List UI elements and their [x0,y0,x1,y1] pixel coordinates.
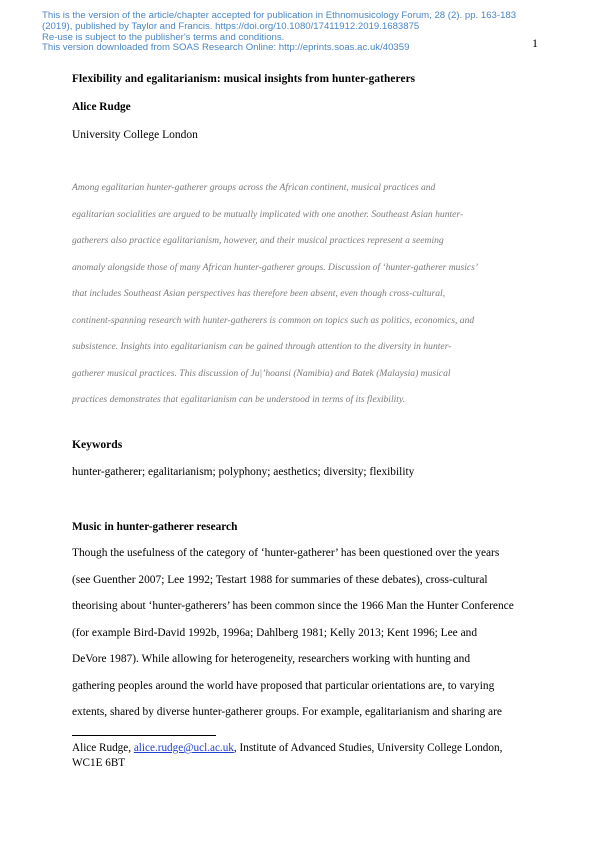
abstract-line: gatherers also practice egalitarianism, however, and their musical practices represent a seeming [72,235,444,246]
body-line: theorising about ‘hunter-gatherers’ has been common since the 1966 Man the Hunter Conference [72,600,514,612]
footnote [72,741,542,770]
article-title: Flexibility and egalitarianism: musical insights from hunter-gatherers [72,73,416,85]
body-line: gathering peoples around the world have proposed that particular orientations are, to varying [72,679,495,692]
author-affiliation: University College London [72,129,198,141]
page-number: 1 [532,36,538,50]
abstract-line: continent-spanning research with hunter-gatherers is common on topics such as politics, economics, and [72,314,475,326]
header-line-4: This version downloaded from SOAS Research Online: http://eprints.soas.ac.uk/40359 [42,42,410,54]
footnote-divider [72,735,216,736]
header-line-3: Re-use is subject to the publisher's terms and conditions. [42,31,285,43]
abstract-line: gatherer musical practices. This discussion of Ju|’hoansi (Namibia) and Batek (Malaysia) musical [72,367,451,379]
header-line-1: This is the version of the article/chapter accepted for publication in Ethnomusicology Forum, 28 (2). pp. 163-183 [42,10,517,21]
body-line: (for example Bird-David 1992b, 1996a; Dahlberg 1981; Kelly 2013; Kent 1996; Lee and [72,626,478,639]
body-line: extents, shared by diverse hunter-gatherer groups. For example, egalitarianism and sharing are [72,706,502,718]
abstract-line: practices demonstrates that egalitarianism can be understood in terms of its flexibility. [72,394,406,405]
keywords-list: hunter-gatherer; egalitarianism; polyphony; aesthetics; diversity; flexibility [72,466,415,478]
author-name: Alice Rudge [72,101,131,113]
abstract-line: subsistence. Insights into egalitarianism can be gained through attention to the diversity in hunter- [72,341,452,352]
footnote-author: Alice Rudge, [72,742,134,754]
body-text [72,547,532,733]
footnote-postcode: WC1E 6BT [72,756,126,769]
abstract-line: that includes Southeast Asian perspectives has therefore been absent, even though cross-cultural, [72,288,446,299]
header-line-2: (2019), published by Taylor and Francis. https://doi.org/10.1080/17411912.2019.1683875 [42,20,420,32]
abstract-line: Among egalitarian hunter-gatherer groups across the African continent, musical practices and [72,182,436,193]
abstract-line: egalitarian socialities are argued to be mutually implicated with one another. Southeast Asian hunter- [72,208,464,220]
body-line: Though the usefulness of the category of ‘hunter-gatherer’ has been questioned over the years [72,547,500,559]
abstract-line: anomaly alongside those of many African hunter-gatherer groups. Discussion of ‘hunter-gatherer musics’ [72,261,479,273]
publication-header [42,11,542,54]
section-heading: Music in hunter-gatherer research [72,521,238,533]
footnote-institution: , Institute of Advanced Studies, University College London, [233,742,503,754]
abstract [72,182,532,421]
body-line: DeVore 1987). While allowing for heterogeneity, researchers working with hunting and [72,653,471,665]
author-email-link[interactable]: alice.rudge@ucl.ac.uk [133,742,234,754]
keywords-heading: Keywords [72,438,123,451]
body-line: (see Guenther 2007; Lee 1992; Testart 1988 for summaries of these debates), cross-cultural [72,573,488,586]
